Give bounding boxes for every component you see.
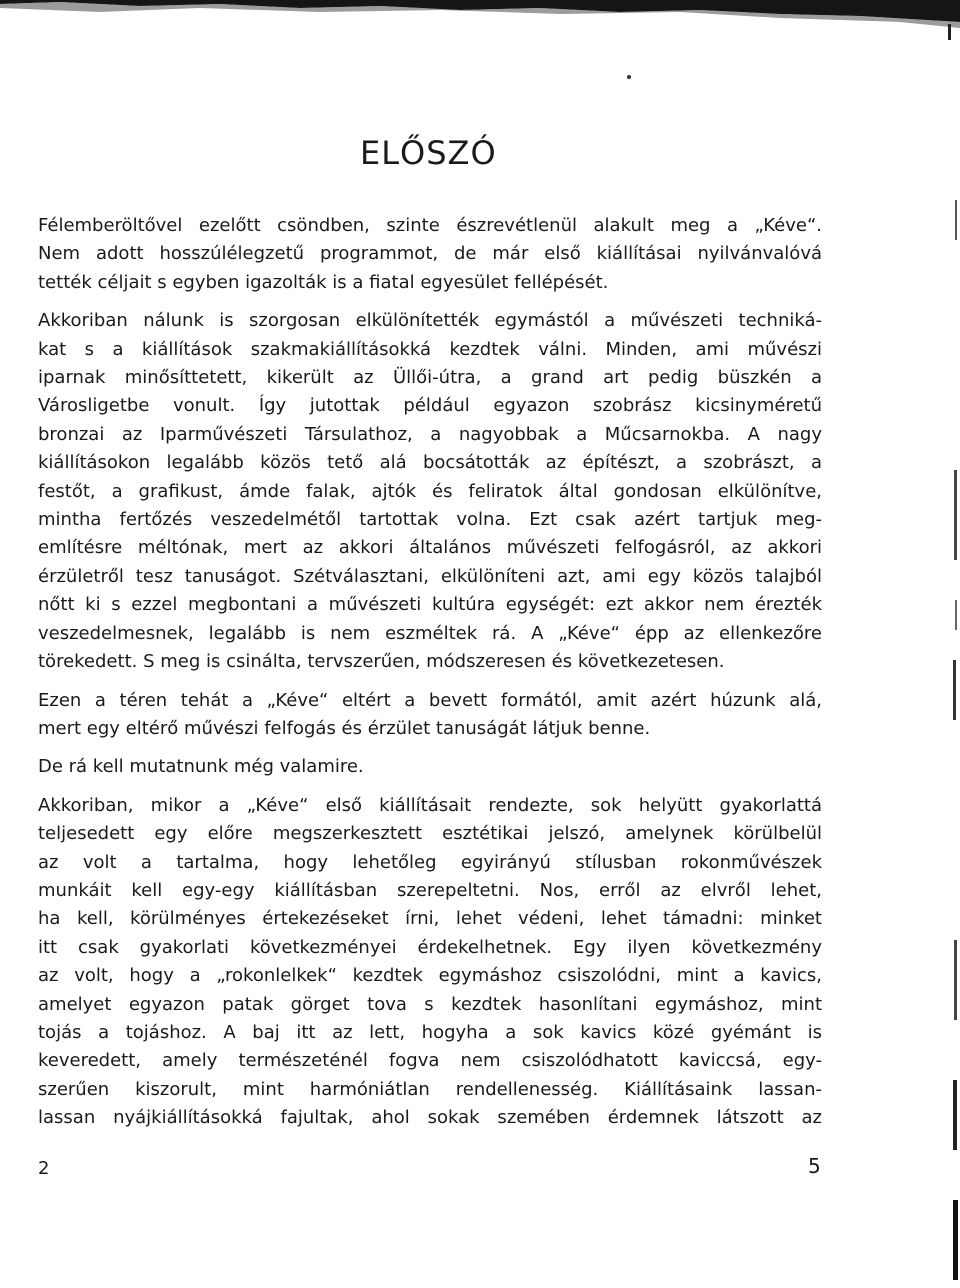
text-line: érzületről tesz tanuságot. Szétválasztani, elkülöníteni azt, ami egy közös talajból: [38, 565, 822, 587]
text-line: amelyet egyazon patak görget tova s kezdtek hasonlítani egymáshoz, mint: [38, 993, 822, 1015]
text-line: Városligetbe vonult. Így jutottak például egyazon szobrász kicsinyméretű: [38, 395, 822, 417]
page-number-left: 2: [38, 1158, 50, 1179]
text-line: Ezen a téren tehát a „Kéve“ eltért a bevett formától, amit azért húzunk alá,: [38, 689, 822, 711]
text-line: mert egy eltérő művészi felfogás és érzület tanuságát látjuk benne.: [38, 717, 651, 739]
text-line: törekedett. S meg is csinálta, tervszerűen, módszeresen és következetesen.: [38, 651, 725, 673]
scan-edge-top: [0, 0, 960, 40]
text-line: De rá kell mutatnunk még valamire.: [38, 756, 364, 778]
text-line: mintha fertőzés veszedelmétől tartottak volna. Ezt csak azért tartjuk meg-: [38, 509, 822, 531]
text-line: teljesedett egy előre megszerkesztett esztétikai jelszó, amelynek körülbelül: [38, 823, 822, 845]
text-line: az volt, hogy a „rokonlelkek“ kezdtek egymáshoz csiszolódni, mint a kavics,: [38, 965, 822, 987]
text-line: említésre méltónak, mert az akkori általános művészeti felfogásról, az akkori: [38, 537, 822, 559]
text-line: Félemberöltővel ezelőtt csöndben, szinte észrevétlenül alakult meg a „Kéve“.: [38, 215, 822, 236]
text-line: keveredett, amely természeténél fogva nem csiszolódhatott kaviccsá, egy-: [38, 1050, 822, 1072]
body-text: [38, 212, 822, 1143]
text-line: iparnak minősíttetett, kikerült az Üllői-útra, a grand art pedig büszkén a: [38, 367, 822, 389]
text-line: festőt, a grafikust, ámde falak, ajtók és feliratok által gondosan elkülönítve,: [38, 480, 822, 502]
scan-edge-right: [946, 40, 960, 1288]
text-line: munkáit kell egy-egy kiállításban szerepeltetni. Nos, erről az elvről lehet,: [38, 879, 822, 901]
paragraph: [38, 792, 822, 1133]
text-line: ha kell, körülményes értekezéseket írni, lehet védeni, lehet támadni: minket: [38, 908, 822, 930]
text-line: tojás a tojáshoz. A baj itt az lett, hogyha a sok kavics közé gyémánt is: [38, 1021, 822, 1043]
text-line: az volt a tartalma, hogy lehetőleg egyirányú stílusban rokonművészek: [38, 851, 822, 873]
page-number-right: 5: [808, 1154, 821, 1178]
paragraph: [38, 307, 822, 676]
text-line: veszedelmesnek, legalább is nem eszméltek rá. A „Kéve“ épp az ellenkezőre: [38, 622, 822, 644]
text-line: kiállításokon legalább közös tető alá bocsátották az építészt, a szobrászt, a: [38, 452, 822, 474]
text-line: tették céljait s egyben igazolták is a fiatal egyesület fellépését.: [38, 271, 609, 293]
page-title: ELŐSZÓ: [360, 134, 497, 172]
text-line: nőtt ki s ezzel megbontani a művészeti kultúra egységét: ezt akkor nem érezték: [38, 594, 822, 616]
paragraph: [38, 753, 822, 781]
text-line: Akkoriban nálunk is szorgosan elkülönítették egymástól a művészeti techniká-: [38, 310, 822, 332]
paragraph: [38, 687, 822, 744]
text-line: itt csak gyakorlati következményei érdekelhetnek. Egy ilyen következmény: [38, 936, 822, 958]
paragraph: [38, 212, 822, 297]
text-line: Akkoriban, mikor a „Kéve“ első kiállításait rendezte, sok helyütt gyakorlattá: [38, 794, 822, 816]
text-line: Nem adott hosszúlélegzetű programmot, de már első kiállításai nyilvánvalóvá: [38, 243, 822, 265]
text-line: lassan nyájkiállításokká fajultak, ahol sokak szemében érdemnek látszott az: [38, 1107, 822, 1129]
stray-dot: [627, 75, 631, 79]
text-line: bronzai az Iparművészeti Társulathoz, a nagyobbak a Műcsarnokba. A nagy: [38, 423, 822, 445]
text-line: szerűen kiszorult, mint harmóniátlan rendellenesség. Kiállításaink lassan-: [38, 1078, 822, 1100]
text-line: kat s a kiállítások szakmakiállításokká kezdtek válni. Minden, ami művészi: [38, 338, 822, 360]
